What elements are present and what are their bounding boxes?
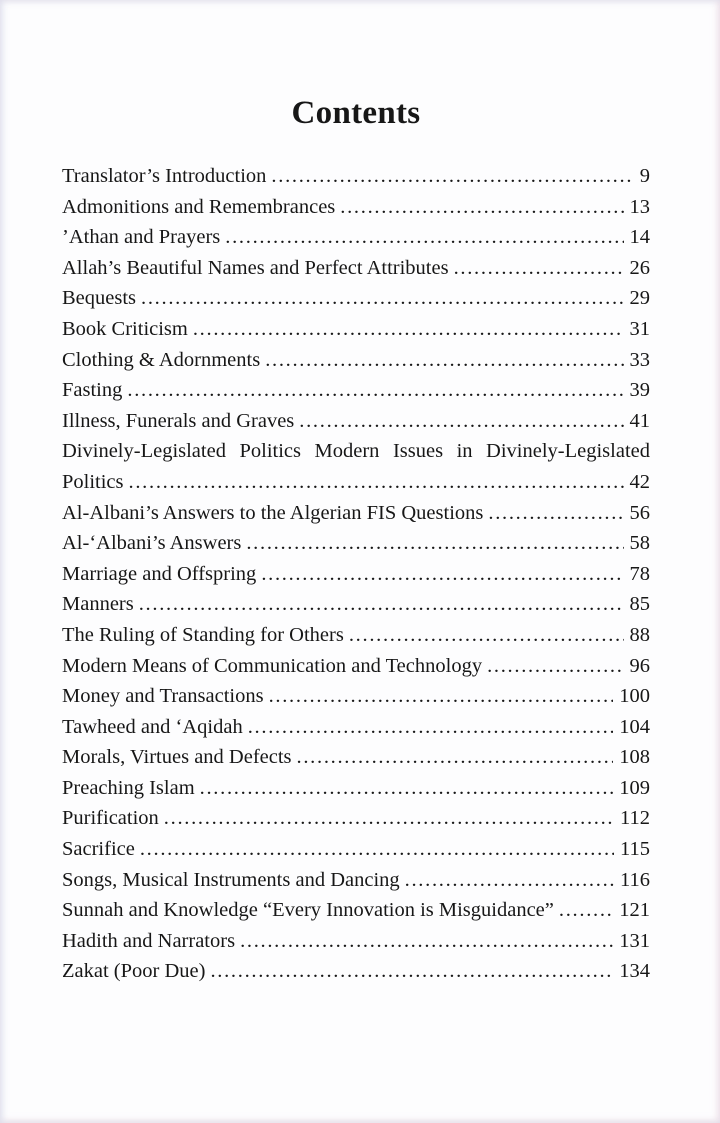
toc-entry-page-number: 88 [629, 623, 650, 646]
toc-entry-title: Preaching Islam [62, 776, 195, 799]
toc-leader-dots [349, 620, 624, 651]
toc-entry [62, 498, 650, 529]
toc-entry [62, 712, 650, 743]
toc-entry-page-number: 39 [629, 379, 650, 402]
toc-leader-dots [129, 467, 624, 498]
toc-entry [62, 956, 650, 987]
toc-entry-row [62, 895, 650, 926]
toc-leader-dots [405, 865, 614, 896]
toc-entry-title: Admonitions and Remembrances [62, 195, 336, 218]
toc-entry-page-number: 100 [619, 685, 650, 708]
toc-entry [62, 253, 650, 284]
toc-entry-page-number: 31 [629, 317, 650, 340]
toc-entry-page-number: 42 [629, 470, 650, 493]
toc-leader-dots [248, 712, 614, 743]
toc-leader-dots [141, 283, 623, 314]
toc-entry-page-number: 121 [619, 899, 650, 922]
toc-entry [62, 681, 650, 712]
toc-entry-row [62, 589, 650, 620]
toc-entry [62, 895, 650, 926]
toc-entry-row [62, 253, 650, 284]
toc-leader-dots [454, 253, 624, 284]
toc-entry-page-number: 104 [619, 715, 650, 738]
toc-entry-page-number: 96 [629, 654, 650, 677]
toc-entry-title: ’Athan and Prayers [62, 226, 221, 249]
toc-leader-dots [139, 589, 624, 620]
toc-entry-title: Sunnah and Knowledge “Every Innovation is Misguidance” [62, 899, 554, 922]
toc-entry [62, 528, 650, 559]
toc-entry [62, 222, 650, 253]
toc-entry-title-line1: Divinely-Legislated Politics Modern Issues in Divinely-Legislated [62, 440, 650, 463]
toc-entry-title: Book Criticism [62, 317, 188, 340]
toc-entry-page-number: 108 [619, 746, 650, 769]
toc-leader-dots [246, 528, 623, 559]
toc-entry-page-number: 134 [619, 960, 650, 983]
toc-entry [62, 620, 650, 651]
toc-leader-dots [297, 742, 614, 773]
toc-entry-title: Translator’s Introduction [62, 165, 267, 187]
toc-entry-page-number: 13 [629, 195, 650, 218]
toc-entry-row [62, 314, 650, 345]
toc-entry [62, 651, 650, 682]
toc-entry-title: Illness, Funerals and Graves [62, 409, 295, 432]
toc-entry-page-number: 29 [629, 287, 650, 310]
toc-entry-title: Allah’s Beautiful Names and Perfect Attributes [62, 256, 449, 279]
toc-entry-row [62, 865, 650, 896]
toc-entry-page-number: 112 [620, 807, 650, 830]
toc-leader-dots [299, 406, 623, 437]
toc-entry-row [62, 283, 650, 314]
toc-entry-row [62, 651, 650, 682]
toc-entry [62, 559, 650, 590]
toc-leader-dots [200, 773, 614, 804]
toc-entry [62, 345, 650, 376]
toc-leader-dots [193, 314, 624, 345]
toc-entry [62, 436, 650, 497]
toc-entry-row [62, 345, 650, 376]
toc-entry-page-number: 115 [620, 838, 650, 861]
toc-entry-title: Songs, Musical Instruments and Dancing [62, 868, 400, 891]
toc-entry-title: Purification [62, 807, 159, 830]
toc-entry [62, 803, 650, 834]
toc-leader-dots [269, 681, 614, 712]
toc-entry-row [62, 834, 650, 865]
toc-entry-row [62, 712, 650, 743]
toc-entry-row [62, 467, 650, 498]
toc-leader-dots [140, 834, 614, 865]
toc-entry-page-number: 41 [629, 409, 650, 432]
toc-entry-title: Al-Albani’s Answers to the Algerian FIS Questions [62, 501, 484, 524]
toc-entry [62, 834, 650, 865]
toc-entry [62, 406, 650, 437]
toc-entry-title: Morals, Virtues and Defects [62, 746, 292, 769]
toc-entry-row [62, 926, 650, 957]
toc-entry-title: Manners [62, 593, 134, 616]
toc-entry-row [62, 498, 650, 529]
toc-leader-dots [559, 895, 613, 926]
toc-entry-row [62, 222, 650, 253]
toc-entry-page-number: 26 [629, 256, 650, 279]
toc-entry-row [62, 956, 650, 987]
toc-entry-title: Money and Transactions [62, 685, 264, 708]
toc-entry-row [62, 559, 650, 590]
toc-leader-dots [127, 375, 623, 406]
toc-entry-page-number: 9 [639, 165, 650, 187]
toc-leader-dots [271, 161, 633, 192]
toc-entry-row [62, 773, 650, 804]
toc-leader-dots [487, 651, 623, 682]
toc-entry-row [62, 803, 650, 834]
toc-entry-page-number: 58 [629, 532, 650, 555]
toc-leader-dots [225, 222, 623, 253]
table-of-contents [62, 161, 650, 987]
toc-entry-row [62, 192, 650, 223]
toc-entry-page-number: 85 [629, 593, 650, 616]
toc-leader-dots [340, 192, 623, 223]
toc-entry-title: Clothing & Adornments [62, 348, 261, 371]
toc-entry-title: Fasting [62, 379, 123, 402]
page-title: Contents [291, 95, 421, 131]
toc-entry-row [62, 681, 650, 712]
toc-entry-page-number: 109 [619, 776, 650, 799]
toc-entry-page-number: 116 [620, 868, 650, 891]
toc-entry-row [62, 406, 650, 437]
toc-entry [62, 865, 650, 896]
toc-entry [62, 742, 650, 773]
toc-leader-dots [240, 926, 613, 957]
toc-entry-row [62, 742, 650, 773]
toc-entry-title: Politics [62, 470, 124, 493]
toc-entry-title: Sacrifice [62, 838, 135, 861]
toc-entry [62, 161, 650, 192]
toc-entry-title: Zakat (Poor Due) [62, 960, 206, 983]
toc-entry-title: The Ruling of Standing for Others [62, 623, 344, 646]
toc-leader-dots [210, 956, 613, 987]
toc-entry [62, 926, 650, 957]
toc-leader-dots [265, 345, 623, 376]
toc-entry [62, 314, 650, 345]
toc-leader-dots [164, 803, 614, 834]
toc-entry-row [62, 161, 650, 192]
toc-entry-title: Hadith and Narrators [62, 929, 236, 952]
toc-entry-row [62, 620, 650, 651]
toc-entry [62, 773, 650, 804]
toc-entry-row [62, 528, 650, 559]
toc-leader-dots [261, 559, 623, 590]
toc-entry [62, 589, 650, 620]
toc-entry-title: Bequests [62, 287, 137, 310]
toc-entry-title: Marriage and Offspring [62, 562, 257, 585]
toc-entry-title: Modern Means of Communication and Technology [62, 654, 483, 677]
toc-entry-page-number: 33 [629, 348, 650, 371]
toc-entry-title: Tawheed and ‘Aqidah [62, 715, 243, 738]
toc-entry-page-number: 78 [629, 562, 650, 585]
toc-entry [62, 375, 650, 406]
toc-leader-dots [488, 498, 623, 529]
toc-entry-row [62, 375, 650, 406]
toc-entry [62, 192, 650, 223]
toc-entry [62, 283, 650, 314]
toc-entry-title: Al-‘Albani’s Answers [62, 532, 242, 555]
toc-entry-page-number: 14 [629, 226, 650, 249]
toc-entry-page-number: 131 [619, 929, 650, 952]
toc-entry-page-number: 56 [629, 501, 650, 524]
